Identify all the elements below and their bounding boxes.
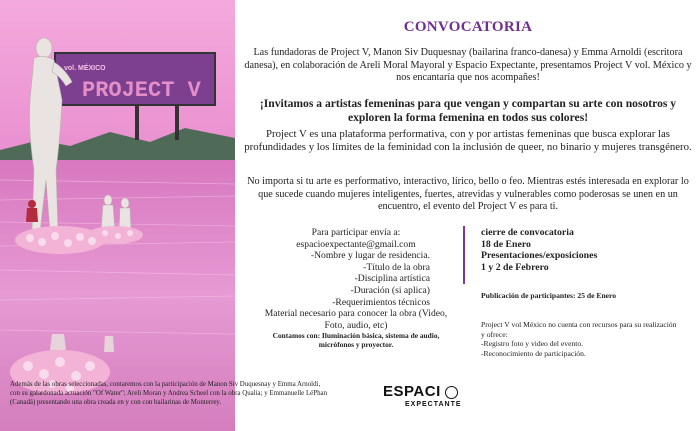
eligibility-paragraph: No importa si tu arte es performativo, interactivo, lírico, bello o feo. Mientras estés interesada en explorar lo que sucede cuando mujeres inteligentes, fuertes, atrevidas y vulnerables como poderosas se unen en un encuentro, el evento del Project V es para ti. xyxy=(247,176,689,213)
divider xyxy=(463,226,465,284)
participate-heading: Para participar envía a: xyxy=(311,227,401,238)
intro-paragraph: Las fundadoras de Project V, Manon Siv Duquesnay (bailarina franco-danesa) y Emma Arnoldi (escritora danesa), en colaboración de Areli Moral Mayoral y Espacio Expectante, presentamos Project V vol. México y nos encantaría que nos acompañes! xyxy=(244,47,692,84)
cierre-date: 18 de Enero xyxy=(481,238,531,250)
participation-info xyxy=(256,227,456,349)
contamos-text: Contamos con: Iluminación básica, sistema de audio, micrófonos y proyector. xyxy=(272,331,440,350)
footer-text: Además de las obras seleccionadas, contaremos con la participación de Manon Siv Duquesnay y Emma Arnoldi, con su galardonada actuación "Of Water"; Areli Moran y Andrea Scheel con la obra Qualia; y Emmanuelle LéPhan (Canadá) presentando una obra creada en y con con bailarinas de Monterrey. xyxy=(10,381,328,406)
requirement-item: -Duración (si aplica) xyxy=(350,284,430,296)
resources-line: -Registro foto y video del evento. xyxy=(481,339,584,349)
billboard-subtitle: vol. MÉXICO xyxy=(64,65,106,72)
material-text: Material necesario para conocer la obra (Video, Foto, audio, etc) xyxy=(264,308,448,331)
requirement-item: -Disciplina artística xyxy=(354,273,430,285)
requirement-item: -Título de la obra xyxy=(363,261,430,273)
resources-line: -Reconocimiento de participación. xyxy=(481,348,586,358)
presentations-dates: 1 y 2 de Febrero xyxy=(481,261,549,273)
invite-paragraph: ¡Invitamos a artistas femeninas para que vengan y compartan su arte con nosotros y exploren la forma femenina en todos sus colores! xyxy=(259,97,677,124)
publication-date: Publicación de participantes: 25 de Enero xyxy=(481,291,617,300)
page-title: CONVOCATORIA xyxy=(403,19,533,35)
logo-circle-icon xyxy=(445,386,458,399)
requirement-item: -Requerimientos técnicos xyxy=(332,296,430,308)
logo-sub: EXPECTANTE xyxy=(405,401,462,408)
resources-note xyxy=(481,320,681,358)
requirement-item: -Nombre y lugar de residencia. xyxy=(310,250,430,262)
logo-main: ESPACI xyxy=(383,383,441,400)
poster-artwork xyxy=(0,0,235,431)
platform-paragraph: Project V es una plataforma performativa, con y por artistas femeninas que busca explorar las profundidades y los límites de la feminidad con la inclusión de queer, no binario y mujeres transgénero. xyxy=(244,128,692,154)
presentations-label: Presentaciones/exposiciones xyxy=(481,250,598,262)
contact-email[interactable]: espacioexpectante@gmail.com xyxy=(296,238,416,250)
resources-line: Project V vol México no cuenta con recursos para su realización y ofrece: xyxy=(481,320,677,339)
dates-info xyxy=(481,227,691,273)
espacio-expectante-logo xyxy=(383,383,462,408)
cierre-label: cierre de convocatoria xyxy=(481,227,574,238)
text-panel xyxy=(242,0,694,431)
billboard-title: PROJECT V xyxy=(82,78,201,103)
